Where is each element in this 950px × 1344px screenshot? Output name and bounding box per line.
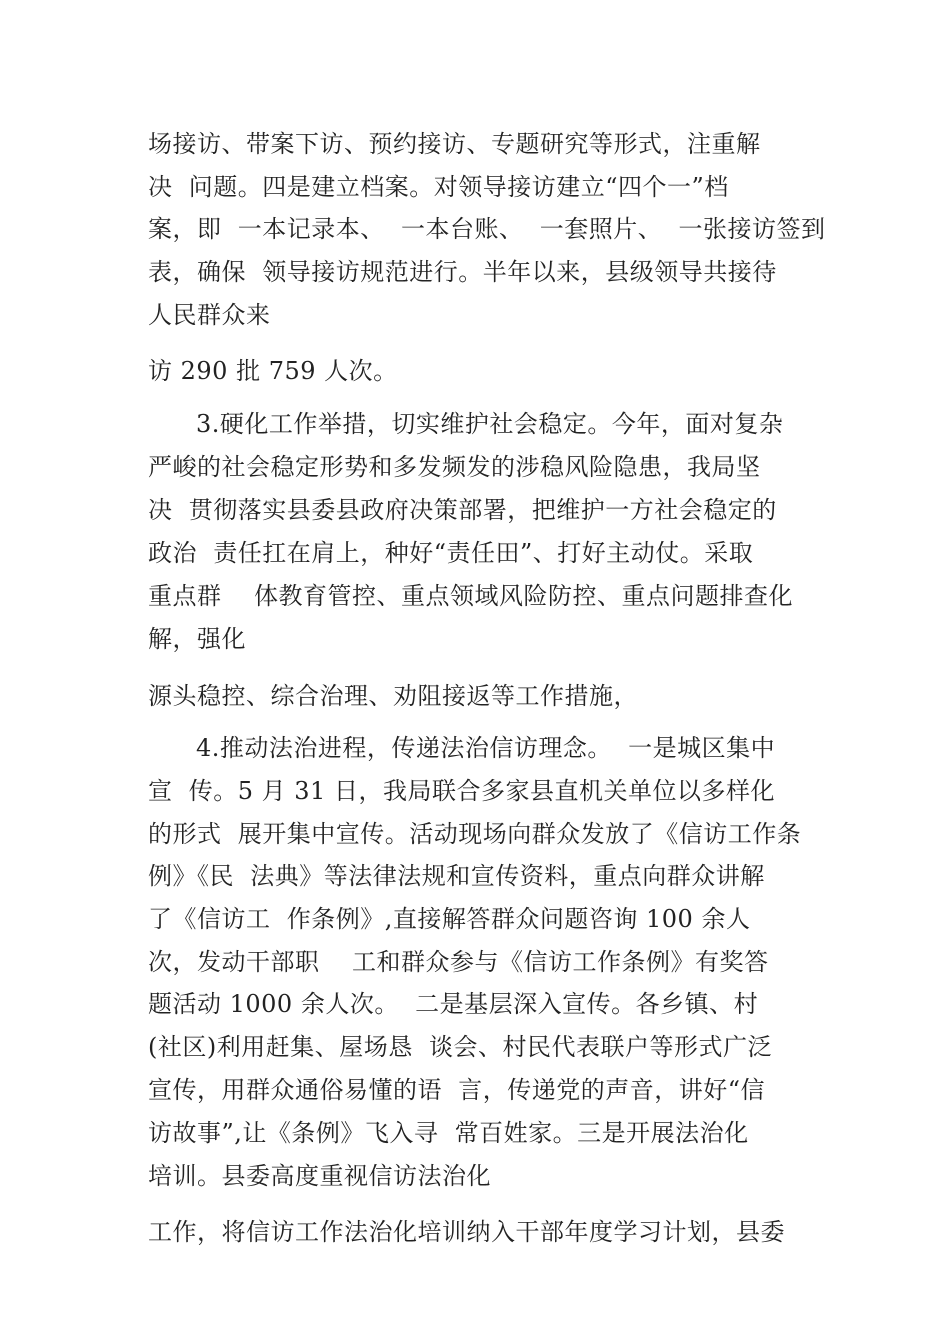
text-line: 政治 责任扛在肩上，种好“责任田”、打好主动仗。采取 [148, 539, 754, 567]
text-line: 了《信访工 作条例》,直接解答群众问题咨询 100 余人 [148, 905, 751, 933]
text-line: 源头稳控、综合治理、劝阻接返等工作措施， [148, 682, 638, 710]
text-line: 解，强化 [148, 625, 246, 653]
text-line: 决 问题。四是建立档案。对领导接访建立“四个一”档 [148, 173, 729, 201]
text-line: 工作，将信访工作法治化培训纳入干部年度学习计划，县委 [148, 1218, 785, 1246]
text-line: 场接访、带案下访、预约接访、专题研究等形式，注重解 [148, 130, 761, 158]
text-line: 次，发动干部职 工和群众参与《信访工作条例》有奖答 [148, 948, 769, 976]
text-line: 访 290 批 759 人次。 [148, 357, 398, 385]
paragraph-heading-4: 4.推动法治进程，传递法治信访理念。 一是城区集中 [196, 734, 776, 762]
text-line: (社区)利用赶集、屋场恳 谈会、村民代表联户等形式广泛 [148, 1033, 772, 1061]
text-line: 的形式 展开集中宣传。活动现场向群众发放了《信访工作条 [148, 820, 802, 848]
text-line: 决 贯彻落实县委县政府决策部署，把维护一方社会稳定的 [148, 496, 777, 524]
paragraph-heading-3: 3.硬化工作举措，切实维护社会稳定。今年，面对复杂 [196, 410, 784, 438]
text-line: 宣传，用群众通俗易懂的语 言，传递党的声音，讲好“信 [148, 1076, 766, 1104]
text-line: 宣 传。5 月 31 日，我局联合多家县直机关单位以多样化 [148, 777, 775, 805]
text-line: 访故事”,让《条例》飞入寻 常百姓家。三是开展法治化 [148, 1119, 749, 1147]
text-line: 案，即 一本记录本、 一本台账、 一套照片、 一张接访签到 [148, 215, 826, 243]
text-line: 题活动 1000 余人次。 二是基层深入宣传。各乡镇、村 [148, 990, 759, 1018]
text-line: 表，确保 领导接访规范进行。半年以来，县级领导共接待 [148, 258, 777, 286]
text-line: 重点群 体教育管控、重点领域风险防控、重点问题排查化 [148, 582, 794, 610]
text-line: 严峻的社会稳定形势和多发频发的涉稳风险隐患，我局坚 [148, 453, 761, 481]
text-line: 人民群众来 [148, 301, 271, 329]
text-line: 培训。县委高度重视信访法治化 [148, 1162, 491, 1190]
text-line: 例》《民 法典》等法律法规和宣传资料，重点向群众讲解 [148, 862, 765, 890]
